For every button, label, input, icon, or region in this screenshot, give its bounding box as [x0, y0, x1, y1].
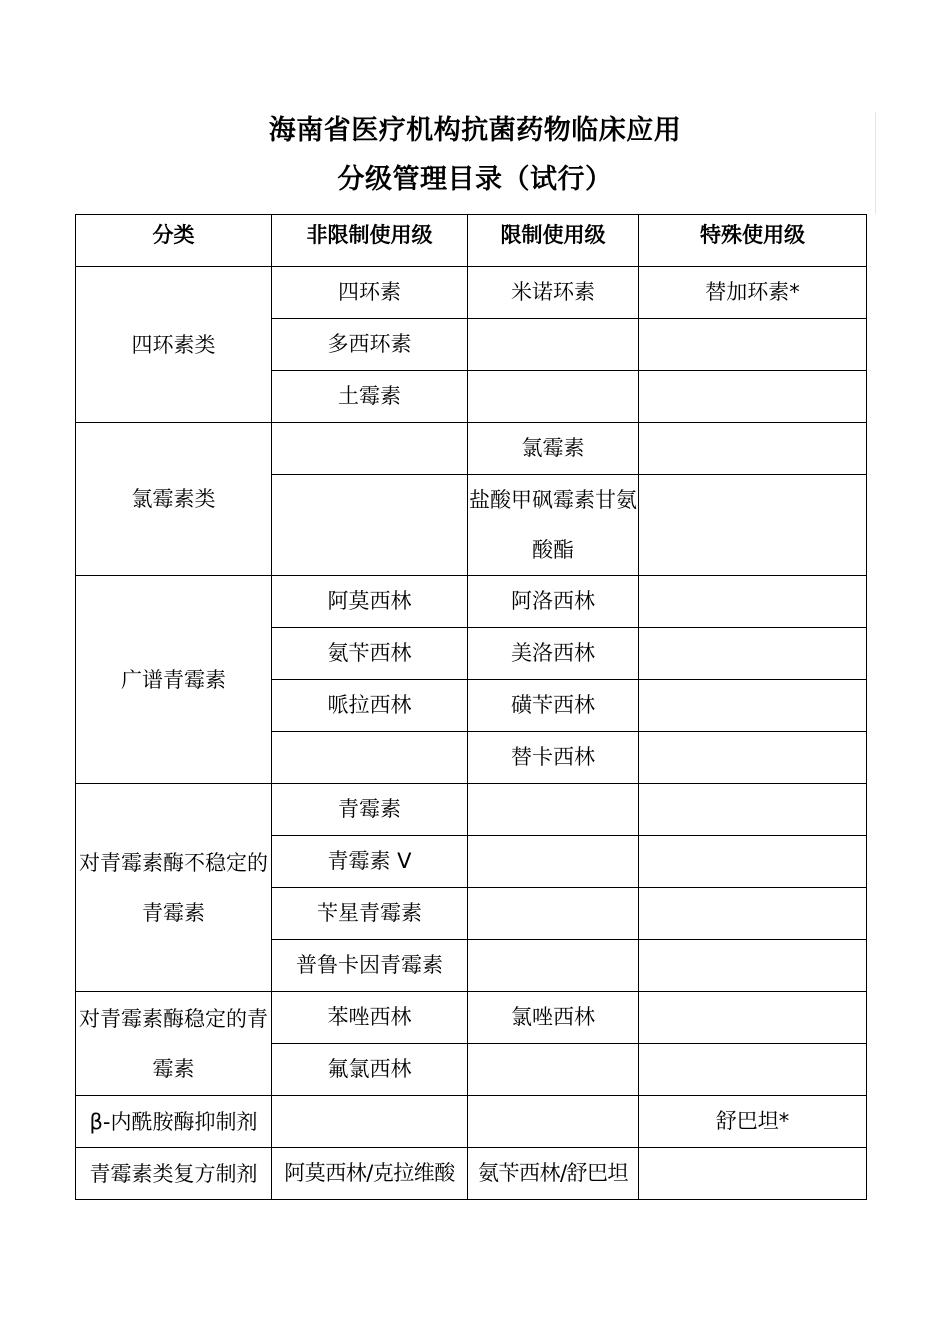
table-cell — [639, 888, 867, 940]
document-title-line1: 海南省医疗机构抗菌药物临床应用 — [268, 115, 682, 146]
table-row — [76, 423, 867, 475]
table-cell — [468, 319, 639, 371]
table-cell — [468, 888, 639, 940]
table-cell — [272, 732, 468, 784]
table-cell: 哌拉西林 — [272, 680, 468, 732]
table-cell: 青霉素 V — [272, 836, 468, 888]
category-cell: 四环素类 — [76, 267, 272, 423]
table-cell — [639, 628, 867, 680]
table-cell: 氟氯西林 — [272, 1044, 468, 1096]
table-cell — [468, 1096, 639, 1148]
category-cell: 青霉素类复方制剂 — [76, 1148, 272, 1200]
table-cell: 阿莫西林/克拉维酸 — [272, 1148, 468, 1200]
table-cell — [639, 992, 867, 1044]
table-cell: 氨苄西林 — [272, 628, 468, 680]
table-cell: 阿洛西林 — [468, 576, 639, 628]
table-cell: 替加环素* — [639, 267, 867, 319]
table-cell: 舒巴坦* — [639, 1096, 867, 1148]
table-cell — [468, 784, 639, 836]
table-cell: 美洛西林 — [468, 628, 639, 680]
category-cell: 氯霉素类 — [76, 423, 272, 576]
table-cell: 氯霉素 — [468, 423, 639, 475]
table-cell — [639, 940, 867, 992]
table-row — [76, 784, 867, 836]
table-row — [76, 1096, 867, 1148]
table-cell — [639, 836, 867, 888]
table-cell — [272, 1096, 468, 1148]
table-cell: 替卡西林 — [468, 732, 639, 784]
table-cell — [639, 1044, 867, 1096]
header-special: 特殊使用级 — [639, 215, 867, 267]
table-cell: 氨苄西林/舒巴坦 — [468, 1148, 639, 1200]
table-cell: 青霉素 — [272, 784, 468, 836]
header-unrestricted: 非限制使用级 — [272, 215, 468, 267]
table-cell: 氯唑西林 — [468, 992, 639, 1044]
table-cell — [639, 576, 867, 628]
table-cell — [468, 1044, 639, 1096]
document-title-line2: 分级管理目录（试行） — [337, 164, 613, 195]
table-cell: 阿莫西林 — [272, 576, 468, 628]
antibiotic-classification-table — [75, 214, 867, 1200]
table-cell — [468, 371, 639, 423]
table-cell — [639, 319, 867, 371]
table-row — [76, 992, 867, 1044]
table-cell: 普鲁卡因青霉素 — [272, 940, 468, 992]
table-cell — [272, 423, 468, 475]
table-row — [76, 267, 867, 319]
table-cell — [272, 475, 468, 576]
table-row — [76, 576, 867, 628]
page-edge-line — [875, 112, 876, 214]
table-header-row — [76, 215, 867, 267]
header-restricted: 限制使用级 — [468, 215, 639, 267]
table-row — [76, 1148, 867, 1200]
table-cell — [468, 940, 639, 992]
table-cell — [639, 371, 867, 423]
header-category: 分类 — [76, 215, 272, 267]
table-cell: 苯唑西林 — [272, 992, 468, 1044]
table-cell: 四环素 — [272, 267, 468, 319]
table-cell — [639, 732, 867, 784]
table-cell: 盐酸甲砜霉素甘氨酸酯 — [468, 475, 639, 576]
table-cell: 土霉素 — [272, 371, 468, 423]
table-cell: 苄星青霉素 — [272, 888, 468, 940]
table-cell — [639, 680, 867, 732]
table-cell: 磺苄西林 — [468, 680, 639, 732]
category-cell: β-内酰胺酶抑制剂 — [76, 1096, 272, 1148]
table-cell: 米诺环素 — [468, 267, 639, 319]
table-cell — [639, 1148, 867, 1200]
category-cell: 对青霉素酶不稳定的青霉素 — [76, 784, 272, 992]
category-cell: 对青霉素酶稳定的青霉素 — [76, 992, 272, 1096]
table-cell — [468, 836, 639, 888]
table-cell — [639, 784, 867, 836]
table-cell: 多西环素 — [272, 319, 468, 371]
table-cell — [639, 475, 867, 576]
category-cell: 广谱青霉素 — [76, 576, 272, 784]
table-cell — [639, 423, 867, 475]
